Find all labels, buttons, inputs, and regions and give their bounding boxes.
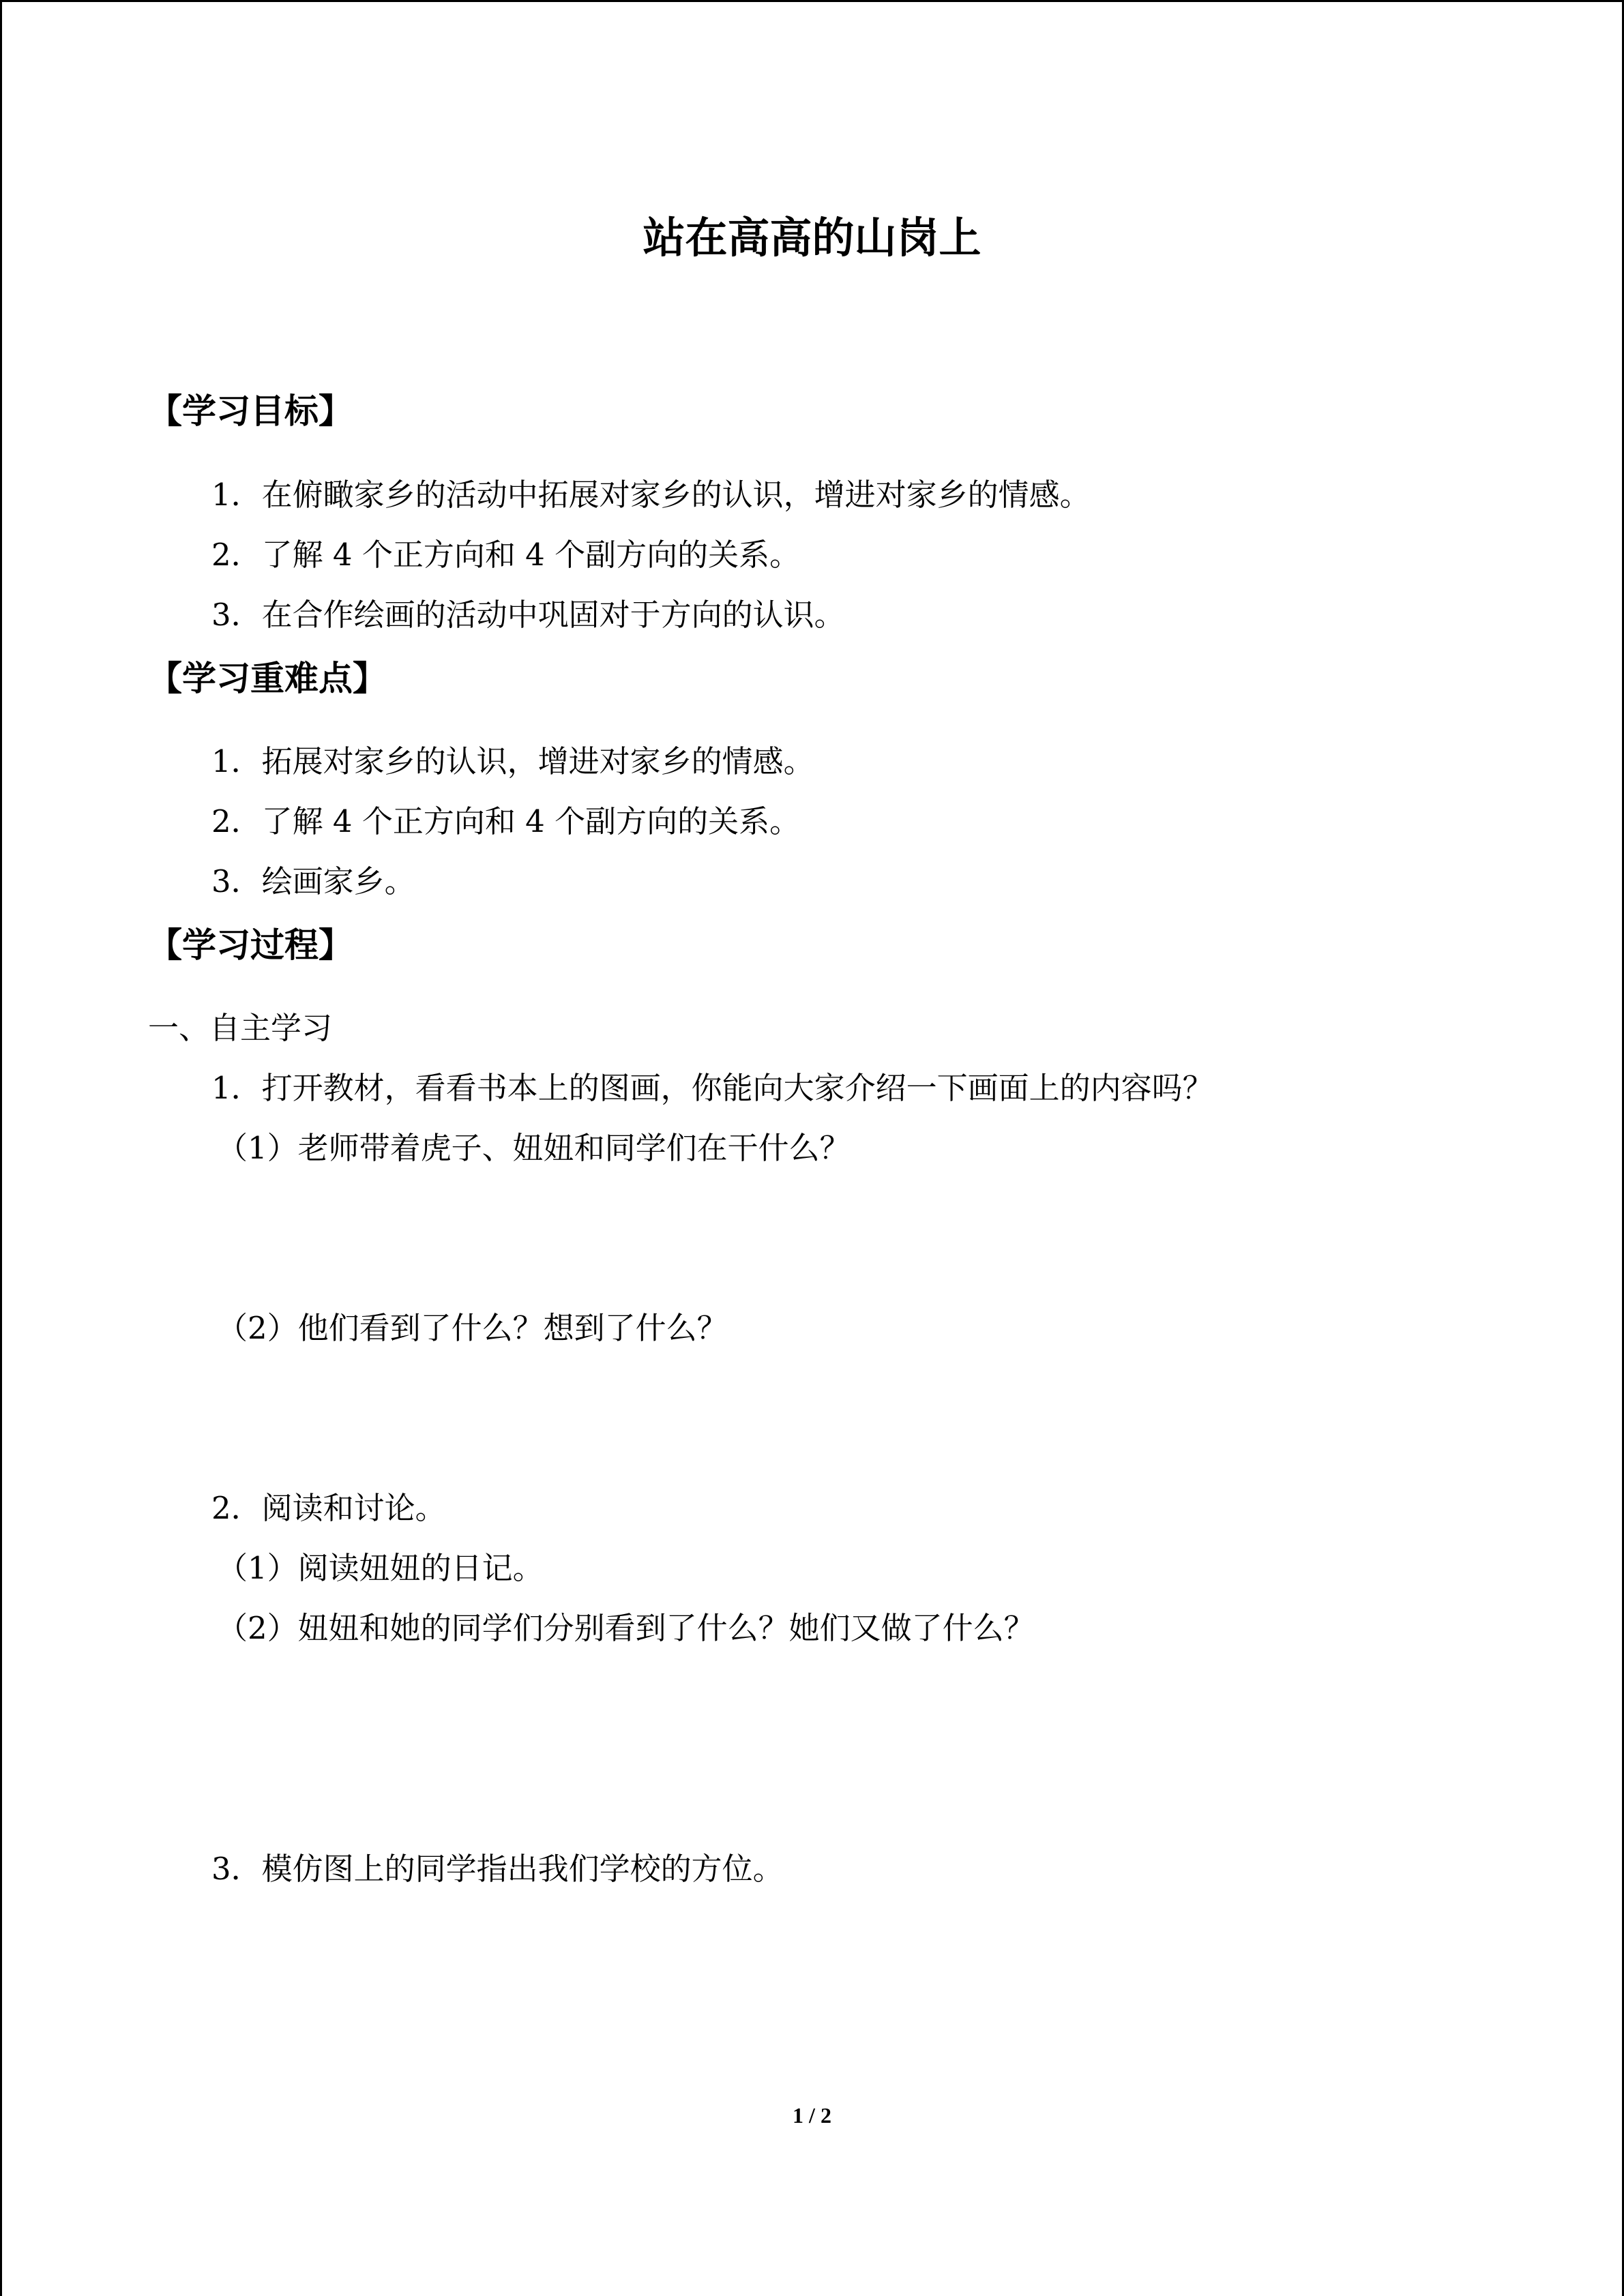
question-2-1: （1）阅读妞妞的日记。 bbox=[217, 1550, 544, 1586]
question-1: 1．打开教材，看看书本上的图画，你能向大家介绍一下画面上的内容吗？ bbox=[211, 1070, 1213, 1106]
key-point-item-1: 1．拓展对家乡的认识，增进对家乡的情感。 bbox=[211, 743, 814, 779]
question-2-2: （2）妞妞和她的同学们分别看到了什么？她们又做了什么？ bbox=[217, 1610, 1035, 1646]
question-1-1: （1）老师带着虎子、妞妞和同学们在干什么？ bbox=[217, 1130, 851, 1166]
goals-heading: 【学习目标】 bbox=[148, 391, 353, 431]
goal-item-1: 1．在俯瞰家乡的活动中拓展对家乡的认识，增进对家乡的情感。 bbox=[211, 477, 1091, 513]
goal-item-2: 2．了解 4 个正方向和 4 个副方向的关系。 bbox=[211, 537, 801, 573]
key-point-item-2: 2．了解 4 个正方向和 4 个副方向的关系。 bbox=[211, 803, 801, 839]
page-border-top bbox=[0, 0, 1624, 2]
question-3: 3．模仿图上的同学指出我们学校的方位。 bbox=[211, 1851, 784, 1887]
question-2: 2．阅读和讨论。 bbox=[211, 1490, 446, 1526]
page-title: 站在高高的山岗上 bbox=[643, 213, 981, 263]
section-title-self-study: 一、自主学习 bbox=[148, 1010, 333, 1046]
page-border-left bbox=[0, 0, 2, 2296]
key-point-item-3: 3．绘画家乡。 bbox=[211, 863, 415, 899]
goal-item-3: 3．在合作绘画的活动中巩固对于方向的认识。 bbox=[211, 597, 845, 633]
key-points-heading: 【学习重难点】 bbox=[148, 659, 387, 698]
page-number: 1 / 2 bbox=[793, 2103, 831, 2128]
process-heading: 【学习过程】 bbox=[148, 925, 353, 965]
question-1-2: （2）他们看到了什么？想到了什么？ bbox=[217, 1310, 728, 1346]
